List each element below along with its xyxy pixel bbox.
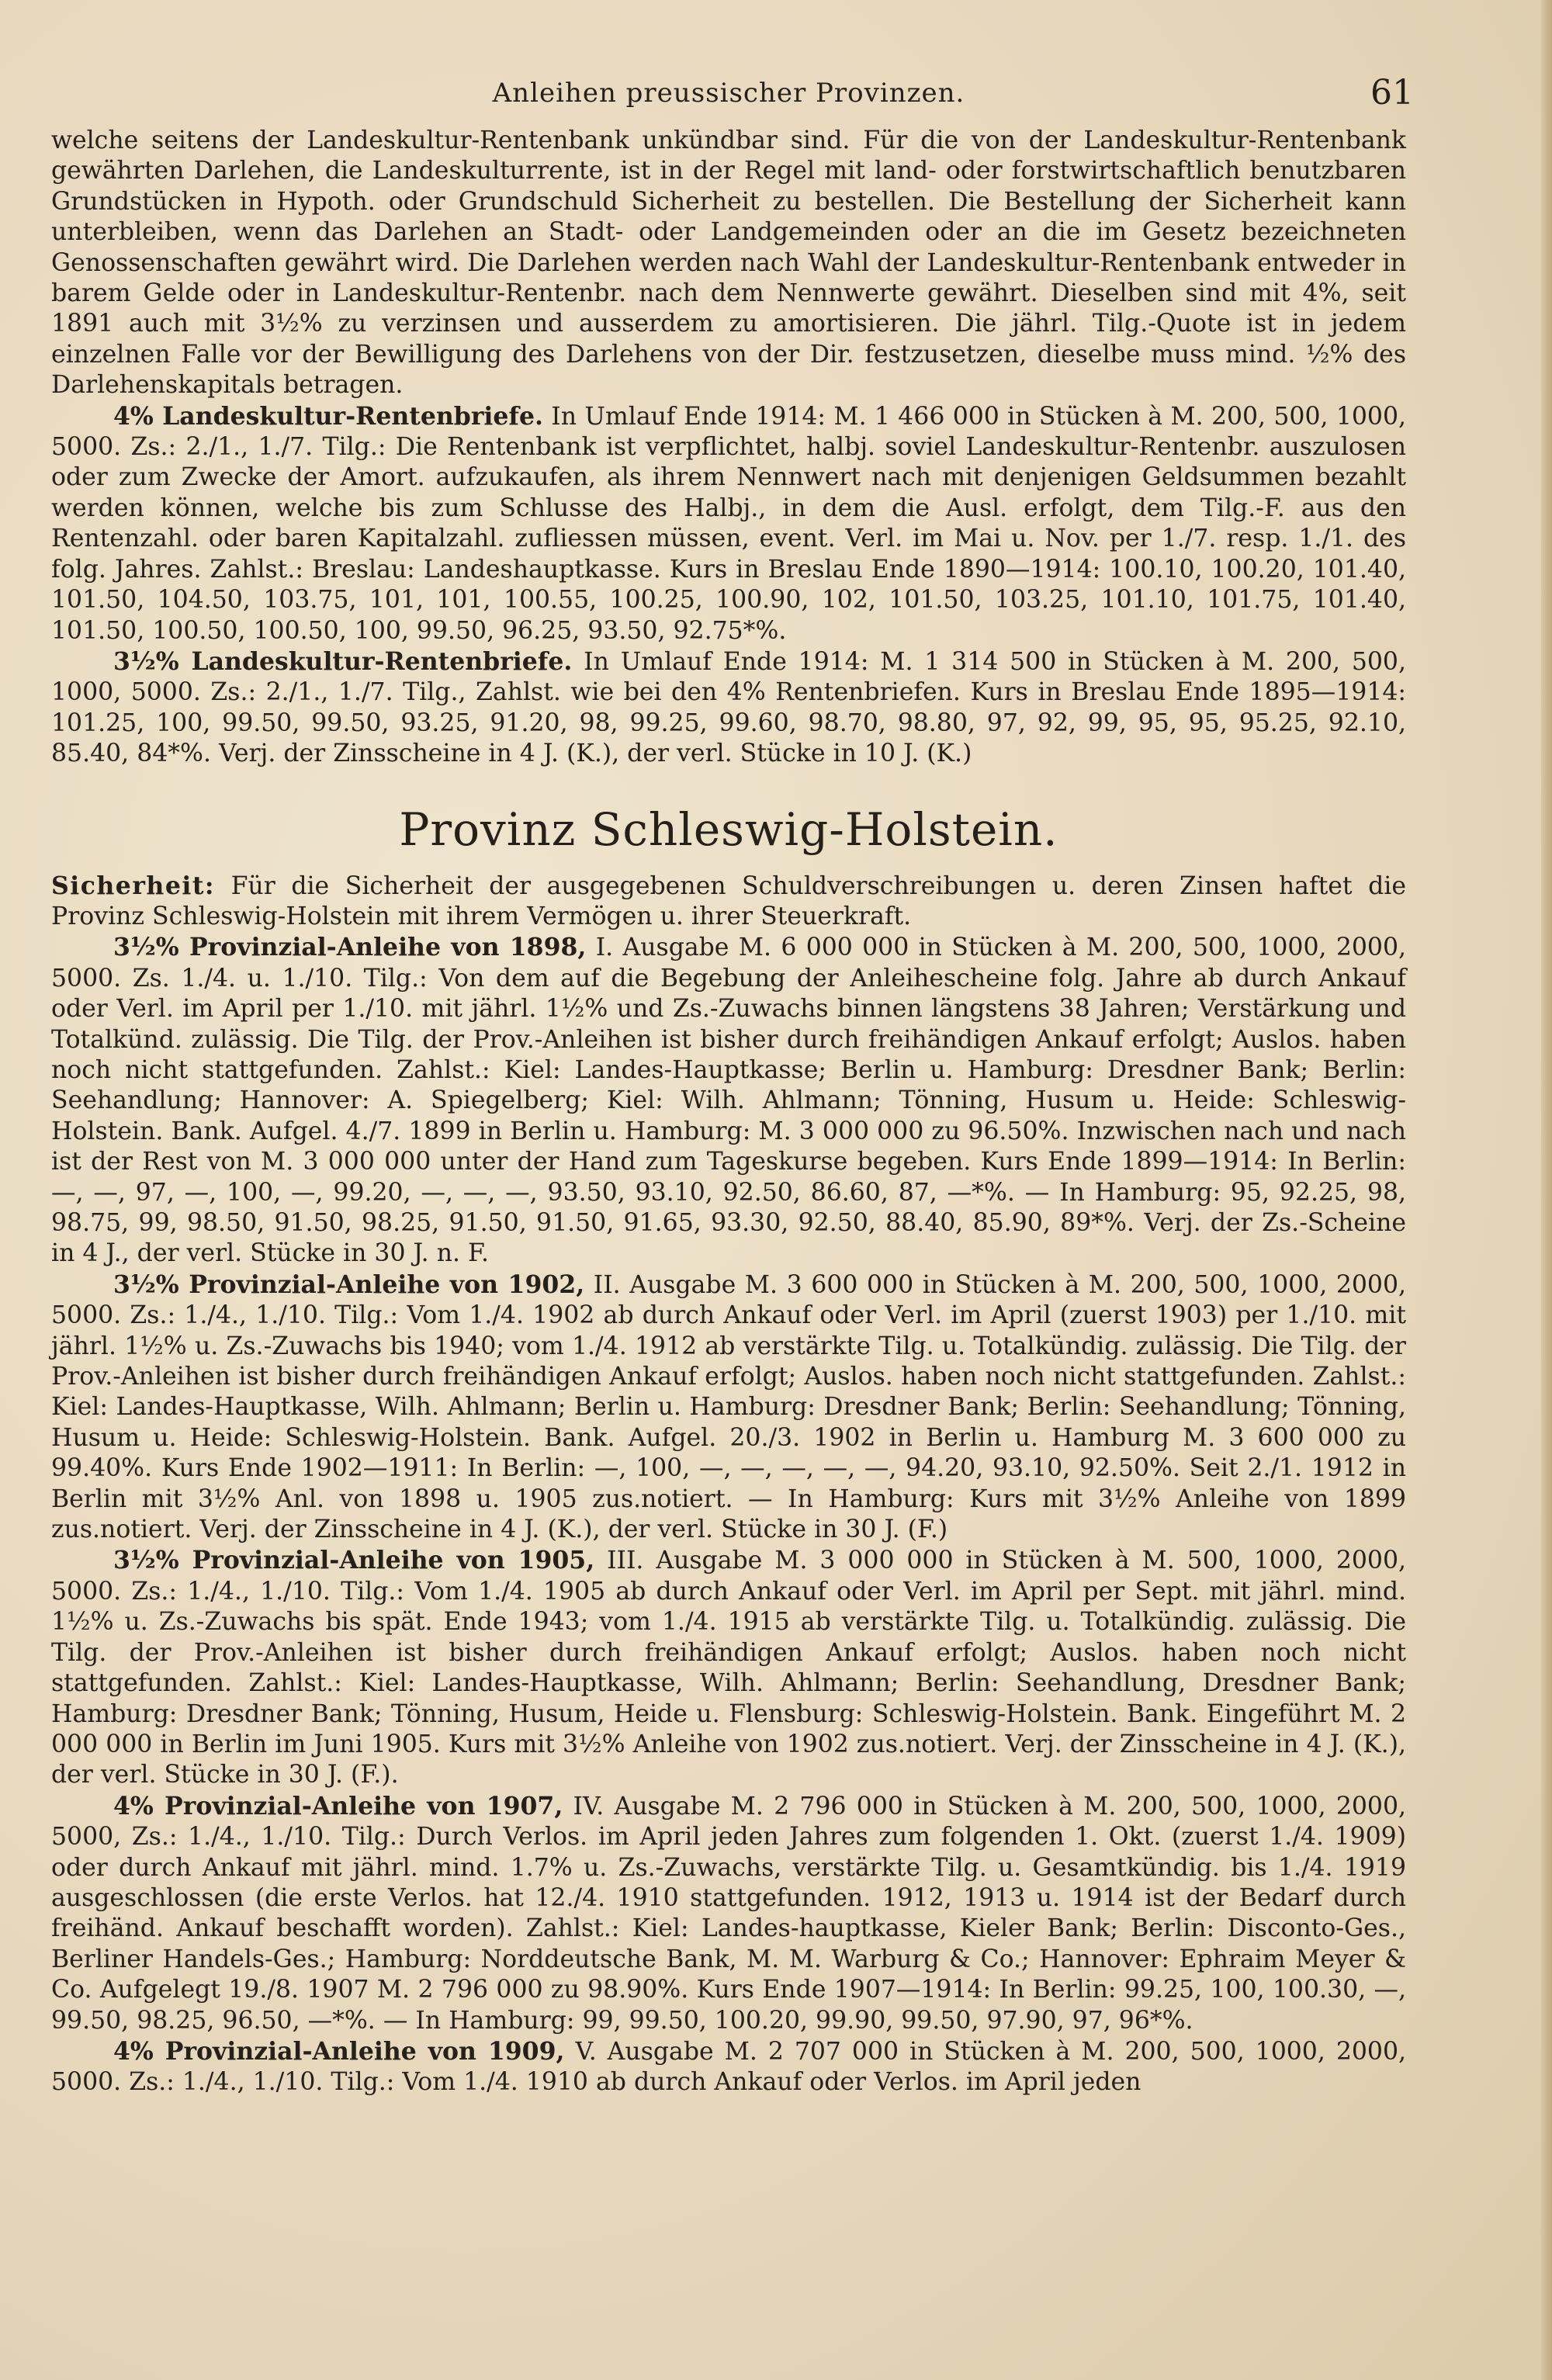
entry-text: IV. Ausgabe M. 2 796 000 in Stücken à M. 200, 500, 1000, 2000, 5000, Zs.: 1./4., 1./10. Tilg.: Durch Verlos. im April jeden Jahres zum folgenden 1. Okt. (zuerst 1./4. 1909) oder durch Ankauf mit jährl. mind. 1.7% u. Zs.-Zuwachs, verstärkte Tilg. u. Gesamtkündig. bis 1./4. 1919 ausgeschlossen (die erste Verlos. hat 12./4. 1910 stattgefunden. 1912, 1913 u. 1914 ist der Bedarf durch freihänd. Ankauf beschafft worden). Zahlst.: Kiel: Landes-hauptkasse, Kieler Bank; Berlin: Disconto-Ges., Berliner Handels-Ges.; Hamburg: Norddeutsche Bank, M. M. Warburg & Co.; Hannover: Ephraim Meyer & Co. Aufgelegt 19./8. 1907 M. 2 796 000 zu 98.90%. Kurs Ende 1907—1914: In Berlin: 99.25, 100, 100.30, —, 99.50, 98.25, 96.50, —*%. — In Hamburg: 99, 99.50, 100.20, 99.90, 99.50, 97.90, 97, 96*%.: [51, 1792, 1406, 2035]
running-title: Anleihen preussischer Provinzen.: [492, 78, 965, 109]
sicherheit-label: Sicherheit:: [51, 871, 216, 900]
entry-heading: 3½% Provinzial-Anleihe von 1905,: [113, 1546, 595, 1575]
entry-heading: 4% Provinzial-Anleihe von 1907,: [113, 1791, 563, 1821]
entry-anleihe-1898: [51, 932, 1406, 1269]
entry-rentenbriefe-35: [51, 646, 1406, 770]
entry-heading: 3½% Provinzial-Anleihe von 1898,: [113, 933, 587, 962]
page-body: [51, 126, 1406, 2098]
entry-heading: 3½% Provinzial-Anleihe von 1902,: [113, 1270, 585, 1299]
page-number: 61: [1370, 73, 1414, 113]
entry-heading: 4% Landeskultur-Rentenbriefe.: [113, 401, 543, 431]
entry-rentenbriefe-4: [51, 401, 1406, 646]
document-page: [51, 71, 1414, 2098]
entry-text: I. Ausgabe M. 6 000 000 in Stücken à M. 200, 500, 1000, 2000, 5000. Zs. 1./4. u. 1./10. Tilg.: Von dem auf die Begebung der Anleihescheine folg. Jahre ab durch Ankauf oder Verl. im April per 1./10. mit jährl. 1½% und Zs.-Zuwachs binnen längstens 38 Jahren; Verstärkung und Totalkünd. zulässig. Die Tilg. der Prov.-Anleihen ist bisher durch freihändigen Ankauf erfolgt; Auslos. haben noch nicht stattgefunden. Zahlst.: Kiel: Landes-Hauptkasse; Berlin u. Hamburg: Dresdner Bank; Berlin: Seehandlung; Hannover: A. Spiegelberg; Kiel: Wilh. Ahlmann; Tönning, Husum u. Heide: Schleswig-Holstein. Bank. Aufgel. 4./7. 1899 in Berlin u. Hamburg: M. 3 000 000 zu 96.50%. Inzwischen nach und nach ist der Rest von M. 3 000 000 unter der Hand zum Tageskurse begeben. Kurs Ende 1899—1914: In Berlin: —, —, 97, —, 100, —, 99.20, —, —, —, 93.50, 93.10, 92.50, 86.60, 87, —*%. — In Hamburg: 95, 92.25, 98, 98.75, 99, 98.50, 91.50, 98.25, 91.50, 91.50, 91.65, 93.30, 92.50, 88.40, 85.90, 89*%. Verj. der Zs.-Scheine in 4 J., der verl. Stücke in 30 J. n. F.: [51, 934, 1407, 1268]
entry-text: V. Ausgabe M. 2 707 000 in Stücken à M. 200, 500, 1000, 2000, 5000. Zs.: 1./4., 1./10. Tilg.: Vom 1./4. 1910 ab durch Ankauf oder Verlos. im April jeden: [51, 2037, 1406, 2097]
page-edge-shadow: [1541, 0, 1552, 2380]
sicherheit-paragraph: [51, 871, 1406, 933]
entry-text: III. Ausgabe M. 3 000 000 in Stücken à M. 500, 1000, 2000, 5000. Zs.: 1./4., 1./10. Tilg.: Vom 1./4. 1905 ab durch Ankauf oder Verl. im April per Sept. mit jährl. mind. 1½% u. Zs.-Zuwachs bis spät. Ende 1943; vom 1./4. 1915 ab verstärkte Tilg. u. Totalkündig. zulässig. Die Tilg. der Prov.-Anleihen ist bisher durch freihändigen Ankauf erfolgt; Auslos. haben noch nicht stattgefunden. Zahlst.: Kiel: Landes-Hauptkasse, Wilh. Ahlmann; Berlin: Seehandlung, Dresdner Bank; Hamburg: Dresdner Bank; Tönning, Husum, Heide u. Flensburg: Schleswig-Holstein. Bank. Eingeführt M. 2 000 000 in Berlin im Juni 1905. Kurs mit 3½% Anleihe von 1902 zus.notiert. Verj. der Zinsscheine in 4 J. (K.), der verl. Stücke in 30 J. (F.).: [51, 1547, 1406, 1789]
entry-anleihe-1902: [51, 1270, 1406, 1546]
entry-heading: 4% Provinzial-Anleihe von 1909,: [113, 2036, 565, 2066]
section-title: Provinz Schleswig-Holstein.: [399, 802, 1058, 856]
sicherheit-text: Für die Sicherheit der ausgegebenen Schuldverschreibungen u. deren Zinsen haftet die Provinz Schleswig-Holstein mit ihrem Vermögen u. ihrer Steuerkraft.: [51, 871, 1406, 930]
entry-heading: 3½% Landeskultur-Rentenbriefe.: [113, 646, 573, 676]
entry-text: In Umlauf Ende 1914: M. 1 314 500 in Stücken à M. 200, 500, 1000, 5000. Zs.: 2./1., 1./7. Tilg., Zahlst. wie bei den 4% Rentenbriefen. Kurs in Breslau Ende 1895—1914: 101.25, 100, 99.50, 99.50, 93.25, 91.20, 98, 99.25, 99.60, 98.70, 98.80, 97, 92, 99, 95, 95, 95.25, 92.10, 85.40, 84*%. Verj. der Zinsscheine in 4 J. (K.), der verl. Stücke in 10 J. (K.): [51, 647, 1406, 768]
intro-paragraph: welche seitens der Landeskultur-Rentenbank unkündbar sind. Für die von der Landeskultur-Rentenbank gewährten Darlehen, die Landeskulturrente, ist in der Regel mit land- oder forstwirtschaftlich benutzbaren Grundstücken in Hypoth. oder Grundschuld Sicherheit zu bestellen. Die Bestellung der Sicherheit kann unterbleiben, wenn das Darlehen an Stadt- oder Landgemeinden oder an die im Gesetz bezeichneten Genossenschaften gewährt wird. Die Darlehen werden nach Wahl der Landeskultur-Rentenbank entweder in barem Gelde oder in Landeskultur-Rentenbr. nach dem Nennwerte gewährt. Dieselben sind mit 4%, seit 1891 auch mit 3½% zu verzinsen und ausserdem zu amortisieren. Die jährl. Tilg.-Quote ist in jedem einzelnen Falle vor der Bewilligung des Darlehens von der Dir. festzusetzen, dieselbe muss mind. ½% des Darlehenskapitals betragen.: [51, 126, 1406, 400]
entry-text: In Umlauf Ende 1914: M. 1 466 000 in Stücken à M. 200, 500, 1000, 5000. Zs.: 2./1., 1./7. Tilg.: Die Rentenbank ist verpflichtet, halbj. soviel Landeskultur-Rentenbr. auszulosen oder zum Zwecke der Amort. aufzukaufen, als ihrem Nennwert nach mit denjenigen Geldsummen bezahlt werden können, welche bis zum Schlusse des Halbj., in dem die Ausl. erfolgt, dem Tilg.-F. aus den Rentenzahl. oder baren Kapitalzahl. zufliessen müssen, event. Verl. im Mai u. Nov. per 1./7. resp. 1./1. des folg. Jahres. Zahlst.: Breslau: Landeshauptkasse. Kurs in Breslau Ende 1890—1914: 100.10, 100.20, 101.40, 101.50, 104.50, 103.75, 101, 101, 100.55, 100.25, 100.90, 102, 101.50, 103.25, 101.10, 101.75, 101.40, 101.50, 100.50, 100.50, 100, 99.50, 96.25, 93.50, 92.75*%.: [51, 402, 1407, 645]
entry-text: II. Ausgabe M. 3 600 000 in Stücken à M. 200, 500, 1000, 2000, 5000. Zs.: 1./4., 1./10. Tilg.: Vom 1./4. 1902 ab durch Ankauf oder Verl. im April (zuerst 1903) per 1./10. mit jährl. 1½% u. Zs.-Zuwachs bis 1940; vom 1./4. 1912 ab verstärkte Tilg. u. Totalkündig. zulässig. Die Tilg. der Prov.-Anleihen ist bisher durch freihändigen Ankauf erfolgt; Auslos. haben noch nicht stattgefunden. Zahlst.: Kiel: Landes-Hauptkasse, Wilh. Ahlmann; Berlin u. Hamburg: Dresdner Bank; Berlin: Seehandlung; Tönning, Husum u. Heide: Schleswig-Holstein. Bank. Aufgel. 20./3. 1902 in Berlin u. Hamburg M. 3 600 000 zu 99.40%. Kurs Ende 1902—1911: In Berlin: —, 100, —, —, —, —, —, 94.20, 93.10, 92.50%. Seit 2./1. 1912 in Berlin mit 3½% Anl. von 1898 u. 1905 zus.notiert. — In Hamburg: Kurs mit 3½% Anleihe von 1899 zus.notiert. Verj. der Zinsscheine in 4 J. (K.), der verl. Stücke in 30 J. (F.): [51, 1270, 1407, 1544]
entry-anleihe-1907: [51, 1791, 1406, 2036]
entry-anleihe-1905: [51, 1545, 1406, 1790]
page-header: [51, 71, 1414, 126]
entry-anleihe-1909: [51, 2036, 1406, 2098]
